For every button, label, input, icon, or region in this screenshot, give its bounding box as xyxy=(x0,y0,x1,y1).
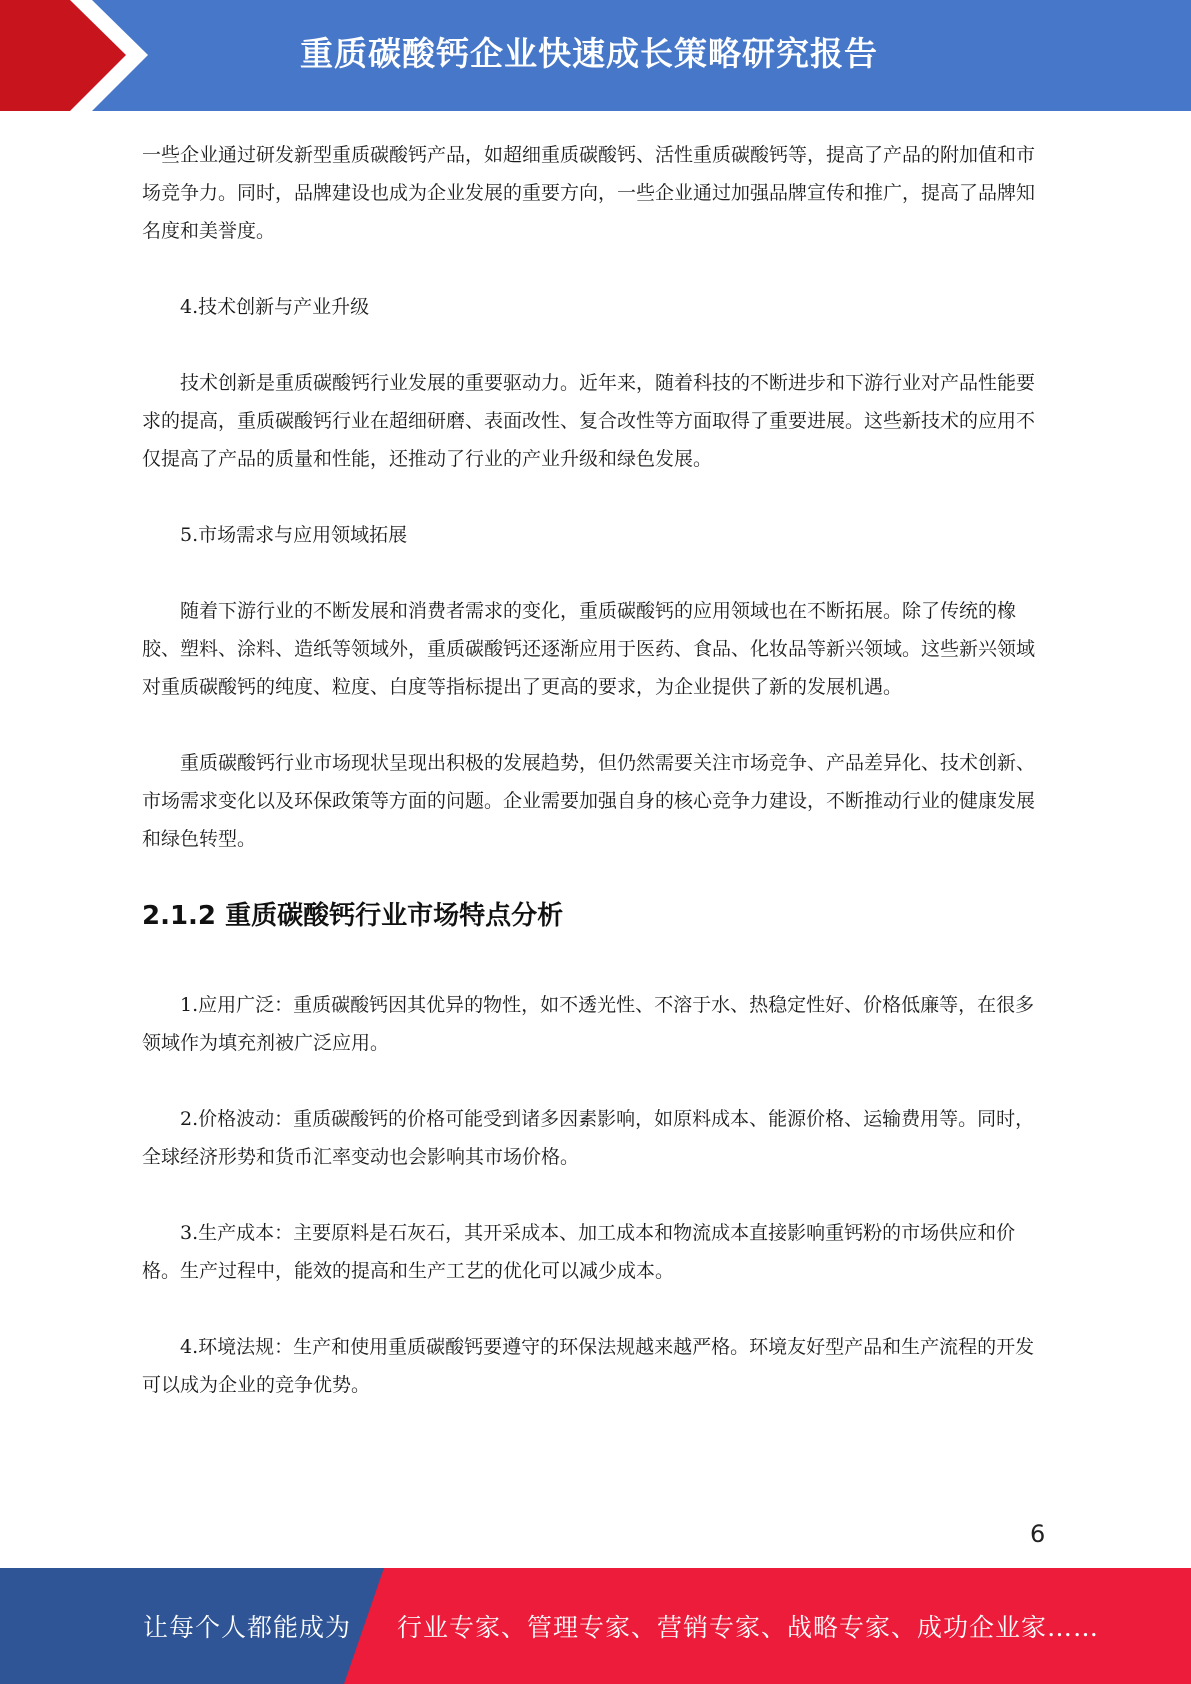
document-body xyxy=(142,136,1046,1442)
footer-slogan-left: 让每个人都能成为 xyxy=(143,1613,352,1642)
paragraph: 重质碳酸钙行业市场现状呈现出积极的发展趋势，但仍然需要关注市场竞争、产品差异化、技术创新、市场需求变化以及环保政策等方面的问题。企业需要加强自身的核心竞争力建设，不断推动行业的健康发展和绿色转型。 xyxy=(142,752,1036,850)
page-number: 6 xyxy=(1030,1520,1046,1548)
list-item: 2.价格波动：重质碳酸钙的价格可能受到诸多因素影响，如原料成本、能源价格、运输费用等。同时，全球经济形势和货币汇率变动也会影响其市场价格。 xyxy=(142,1108,1035,1168)
section-title: 2.1.2 重质碳酸钙行业市场特点分析 xyxy=(142,901,564,931)
paragraph: 技术创新是重质碳酸钙行业发展的重要驱动力。近年来，随着科技的不断进步和下游行业对产品性能要求的提高，重质碳酸钙行业在超细研磨、表面改性、复合改性等方面取得了重要进展。这些新技术的应用不仅提高了产品的质量和性能，还推动了行业的产业升级和绿色发展。 xyxy=(142,372,1036,470)
footer-slogan-right: 行业专家、管理专家、营销专家、战略专家、成功企业家…… xyxy=(397,1613,1100,1642)
subheading: 5.市场需求与应用领域拓展 xyxy=(180,524,408,546)
list-item: 4.环境法规：生产和使用重质碳酸钙要遵守的环保法规越来越严格。环境友好型产品和生产流程的开发可以成为企业的竞争优势。 xyxy=(142,1336,1035,1396)
paragraph: 一些企业通过研发新型重质碳酸钙产品，如超细重质碳酸钙、活性重质碳酸钙等，提高了产品的附加值和市场竞争力。同时，品牌建设也成为企业发展的重要方向，一些企业通过加强品牌宣传和推广，提高了品牌知名度和美誉度。 xyxy=(142,144,1036,242)
header-arrow-graphic xyxy=(0,0,160,111)
subheading: 4.技术创新与产业升级 xyxy=(180,296,370,318)
header-bar xyxy=(0,0,1191,111)
header-title: 重质碳酸钙企业快速成长策略研究报告 xyxy=(300,34,878,73)
footer-bar xyxy=(0,1568,1191,1684)
list-item: 1.应用广泛：重质碳酸钙因其优异的物性，如不透光性、不溶于水、热稳定性好、价格低廉等，在很多领域作为填充剂被广泛应用。 xyxy=(142,994,1035,1054)
paragraph: 随着下游行业的不断发展和消费者需求的变化，重质碳酸钙的应用领域也在不断拓展。除了传统的橡胶、塑料、涂料、造纸等领域外，重质碳酸钙还逐渐应用于医药、食品、化妆品等新兴领域。这些新兴领域对重质碳酸钙的纯度、粒度、白度等指标提出了更高的要求，为企业提供了新的发展机遇。 xyxy=(142,600,1036,698)
list-item: 3.生产成本：主要原料是石灰石，其开采成本、加工成本和物流成本直接影响重钙粉的市场供应和价格。生产过程中，能效的提高和生产工艺的优化可以减少成本。 xyxy=(142,1222,1016,1282)
